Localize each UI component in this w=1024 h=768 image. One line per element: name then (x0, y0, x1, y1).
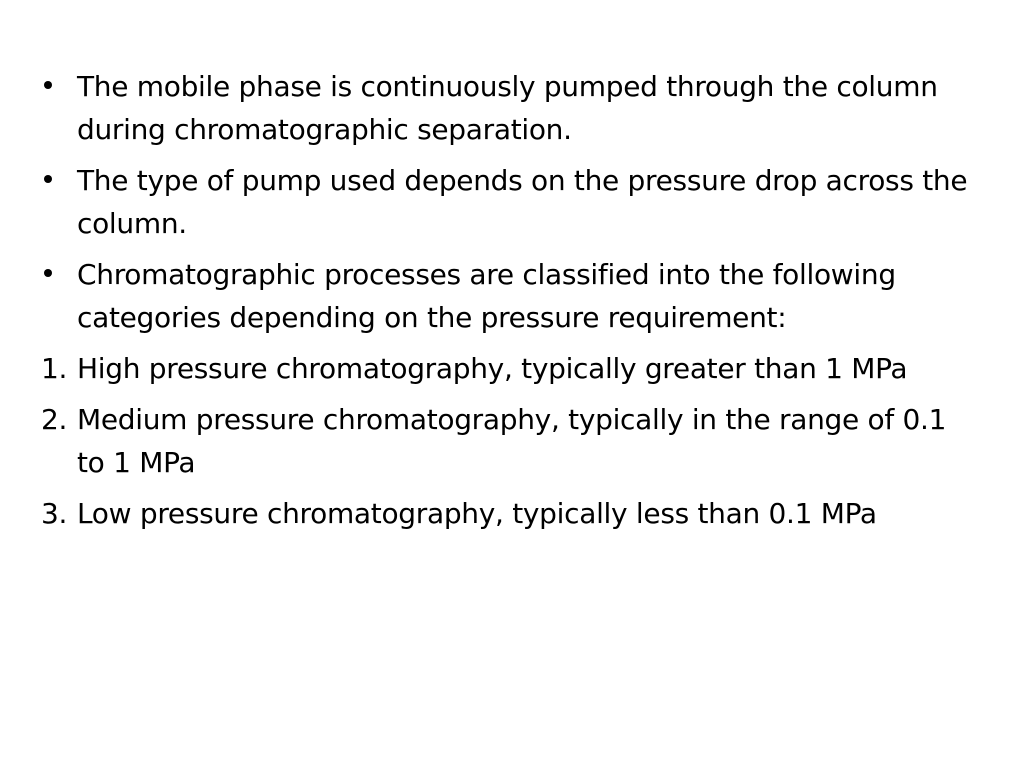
slide-body (41, 65, 971, 543)
numbered-item (41, 492, 971, 535)
item-number: 3. (41, 497, 68, 530)
numbered-item (41, 347, 971, 390)
bullet-text: Chromatographic processes are classified into the following categories depending on the pressure requirement: (77, 258, 896, 334)
bullet-dot-icon (44, 269, 52, 277)
item-number: 2. (41, 403, 68, 436)
numbered-text: Medium pressure chromatography, typically in the range of 0.1 to 1 MPa (77, 403, 947, 479)
bullet-marker (41, 159, 77, 202)
bullet-item (41, 65, 971, 151)
bullet-marker (41, 65, 77, 108)
numbered-text: Low pressure chromatography, typically less than 0.1 MPa (77, 497, 877, 530)
bullet-item (41, 253, 971, 339)
bullet-text: The mobile phase is continuously pumped through the column during chromatographic separation. (77, 70, 938, 146)
bullet-dot-icon (44, 81, 52, 89)
bullet-marker (41, 253, 77, 296)
bullet-item (41, 159, 971, 245)
bullet-text: The type of pump used depends on the pressure drop across the column. (77, 164, 968, 240)
numbered-item (41, 398, 971, 484)
numbered-text: High pressure chromatography, typically greater than 1 MPa (77, 352, 908, 385)
item-number: 1. (41, 352, 68, 385)
bullet-dot-icon (44, 175, 52, 183)
